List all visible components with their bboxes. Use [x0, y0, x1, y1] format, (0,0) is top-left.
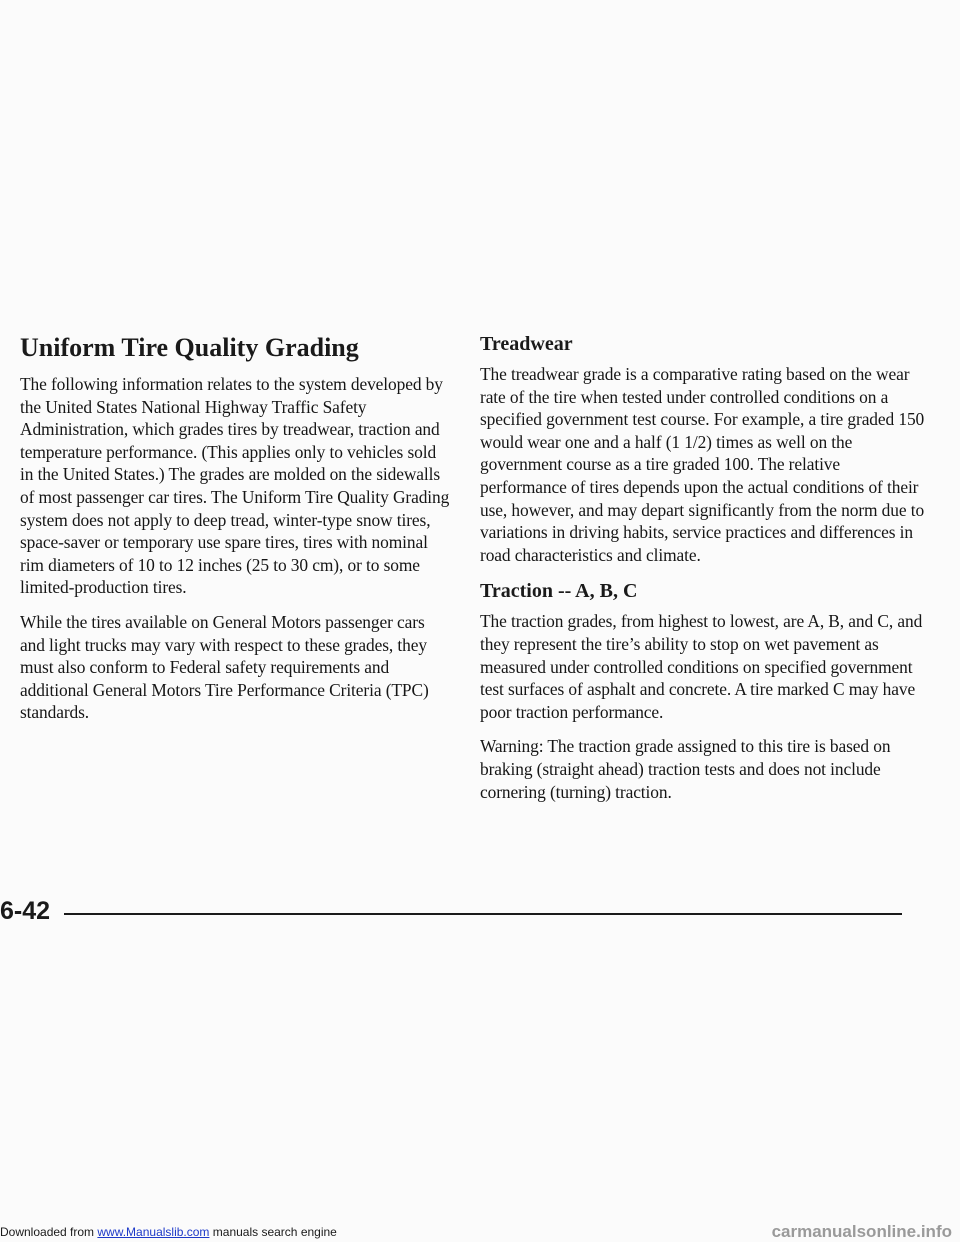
treadwear-paragraph: The treadwear grade is a comparative rating based on the wear rate of the tire when tested under controlled conditions on a specified government test course. For example, a tire graded 150 would wear one and a half (1 1/2) times as well on the government course as a tire graded 100. The relative performance of tires depends upon the actual conditions of their use, however, and may depart significantly from the norm due to variations in driving habits, service practices and differences in road characteristics and climate.: [480, 364, 925, 565]
traction-paragraph: The traction grades, from highest to lowest, are A, B, and C, and they represent the tire’s ability to stop on wet pavement as measured under controlled conditions on specified government test surfaces of asphalt and concrete. A tire marked C may have poor traction performance.: [480, 611, 923, 722]
watermark: carmanualsonline.info: [771, 1222, 952, 1241]
footer-rule: [64, 913, 902, 915]
manualslib-link[interactable]: www.Manualslib.com: [97, 1225, 210, 1239]
traction-warning-paragraph: Warning: The traction grade assigned to this tire is based on braking (straight ahead) traction tests and does not include cornering (turning) traction.: [480, 736, 891, 802]
gm-standards-paragraph: While the tires available on General Motors passenger cars and light trucks may vary with respect to these grades, they must also conform to Federal safety requirements and additional General Motors Tire Performance Criteria (TPC) standards.: [20, 611, 429, 723]
section-title-treadwear: Treadwear: [480, 333, 573, 355]
section-title-traction: Traction -- A, B, C: [480, 580, 638, 603]
left-column: [20, 331, 452, 736]
footer-prefix: Downloaded from: [0, 1225, 98, 1239]
download-footer: [0, 1224, 337, 1240]
intro-paragraph: The following information relates to the system developed by the United States National Highway Traffic Safety Administration, which grades tires by treadwear, traction and temperature performance. (This applies only to vehicles sold in the United States.) The grades are molded on the sidewalls of most passenger car tires. The Uniform Tire Quality Grading system does not apply to deep tread, winter-type snow tires, space-saver or temporary use spare tires, tires with nominal rim diameters of 10 to 12 inches (25 to 30 cm), or to some limited-production tires.: [20, 374, 450, 598]
footer-suffix: manuals search engine: [209, 1225, 337, 1239]
section-title-uniform-tire-quality-grading: Uniform Tire Quality Grading: [20, 333, 359, 362]
page-number: 6-42: [0, 897, 51, 925]
right-column: [480, 331, 925, 815]
